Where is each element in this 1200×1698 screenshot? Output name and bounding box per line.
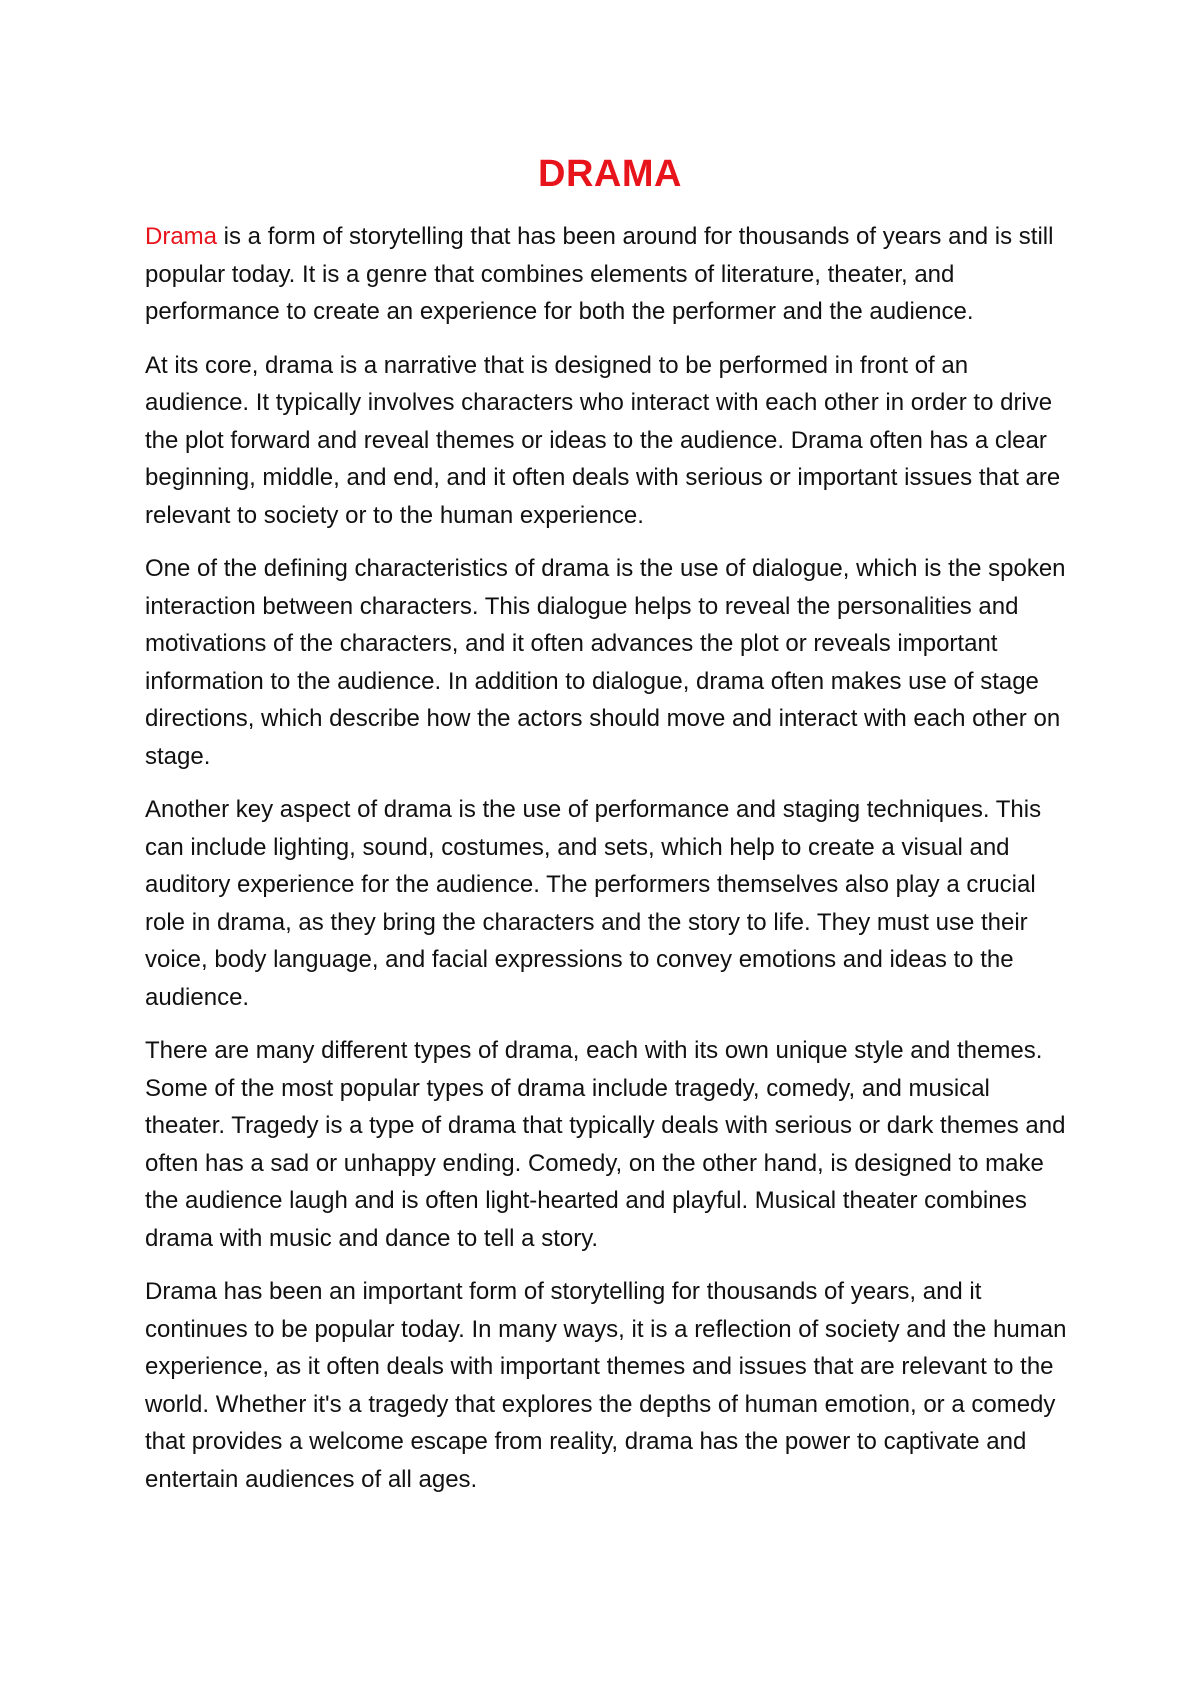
paragraph-performance-staging: Another key aspect of drama is the use of performance and staging techniques. This can include lighting, sound, costumes, and sets, which help to create a visual and auditory experience for the audience. The performers themselves also play a crucial role in drama, as they bring the characters and the story to life. They must use their voice, body language, and facial expressions to convey emotions and ideas to the audience. (145, 796, 1042, 1011)
highlighted-lead-word: Drama (145, 223, 218, 250)
paragraph-conclusion: Drama has been an important form of storytelling for thousands of years, and it continues to be popular today. In many ways, it is a reflection of society and the human experience, as it often deals with important themes and issues that are relevant to the world. Whether it's a tragedy that explores the depths of human emotion, or a comedy that provides a welcome escape from reality, drama has the power to captivate and entertain audiences of all ages. (145, 1278, 1067, 1493)
page-title: DRAMA (538, 153, 682, 195)
paragraph-types-of-drama: There are many different types of drama, each with its own unique style and themes. Some of the most popular types of drama include tragedy, comedy, and musical theater. Tragedy is a type of drama that typically deals with serious or dark themes and often has a sad or unhappy ending. Comedy, on the other hand, is designed to make the audience laugh and is often light-hearted and playful. Musical theater combines drama with music and dance to tell a story. (145, 1037, 1066, 1252)
document-content (145, 150, 1075, 1514)
intro-paragraph-text: is a form of storytelling that has been around for thousands of years and is still popular today. It is a genre that combines elements of literature, theater, and performance to create an experience for both the performer and the audience. (145, 223, 1054, 325)
paragraph-dialogue: One of the defining characteristics of drama is the use of dialogue, which is the spoken interaction between characters. This dialogue helps to reveal the personalities and motivations of the characters, and it often advances the plot or reveals important information to the audience. In addition to dialogue, drama often makes use of stage directions, which describe how the actors should move and interact with each other on stage. (145, 555, 1066, 770)
paragraph-core-narrative: At its core, drama is a narrative that is designed to be performed in front of an audience. It typically involves characters who interact with each other in order to drive the plot forward and reveal themes or ideas to the audience. Drama often has a clear beginning, middle, and end, and it often deals with serious or important issues that are relevant to society or to the human experience. (145, 351, 1061, 529)
intro-paragraph (145, 218, 1075, 331)
